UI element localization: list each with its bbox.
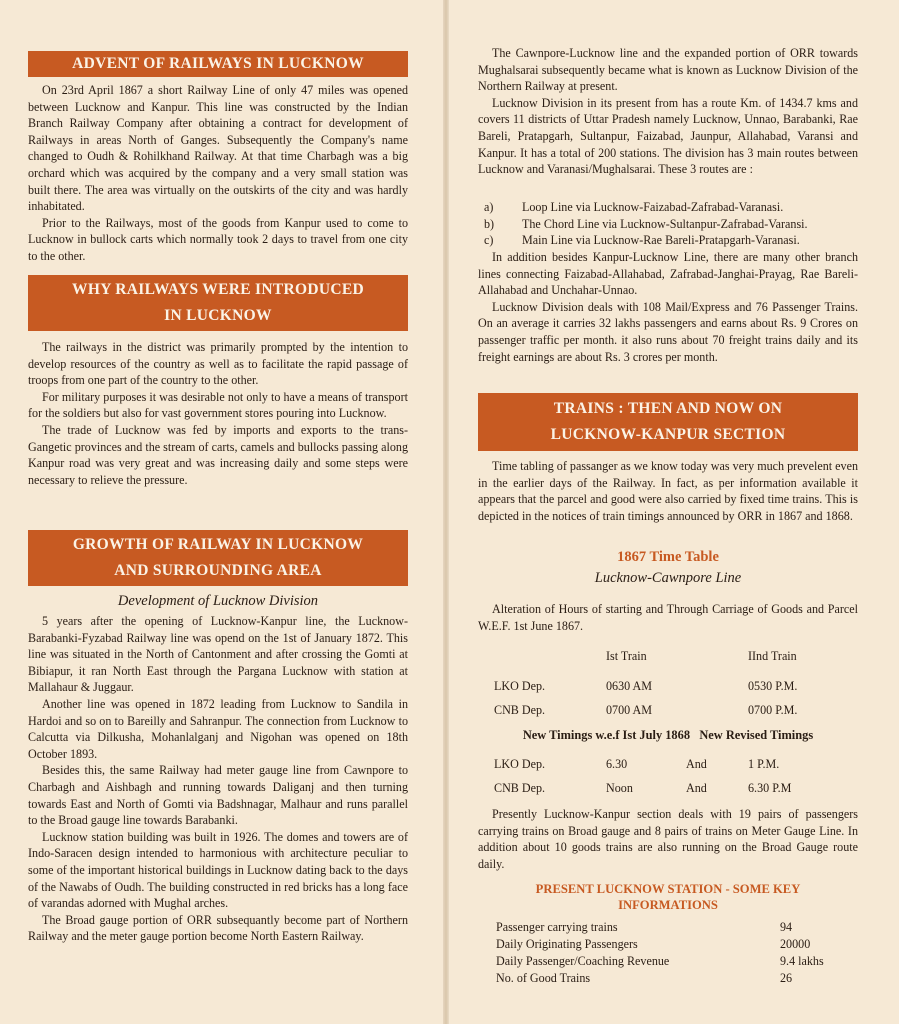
new-timings-row (478, 723, 858, 747)
station-cell: LKO Dep. (494, 679, 546, 693)
timetable-title: 1867 Time Table (617, 549, 719, 565)
timetable-row (478, 753, 858, 777)
info-label: Daily Originating Passengers (496, 937, 638, 951)
station-info-title (478, 881, 858, 913)
route-letter: c) (484, 233, 494, 248)
station-cell: CNB Dep. (494, 703, 546, 717)
info-value: 20000 (780, 937, 811, 951)
trains-heading-line1: TRAINS : THEN AND NOW ON (553, 400, 783, 417)
and-cell: And (686, 781, 707, 795)
why-paragraph: For military purposes it was desirable not only to have a means of transport for the soldiers but also for vast government stores pouring into Lucknow. (28, 389, 408, 421)
station-info-row (478, 971, 858, 988)
trains-heading (478, 393, 858, 451)
station-info-row (478, 954, 858, 971)
page-fold (443, 0, 449, 1024)
growth-heading-line1: GROWTH OF RAILWAY IN LUCKNOW (72, 536, 364, 553)
info-value: 9.4 lakhs (780, 954, 824, 968)
station-info-title-line1: PRESENT LUCKNOW STATION - SOME KEY (535, 882, 801, 896)
new-revised-label: New Revised Timings (699, 728, 814, 742)
station-cell: LKO Dep. (494, 757, 546, 771)
present-body (478, 806, 858, 872)
route-text: Main Line via Lucknow-Rae Bareli-Pratapgarh-Varanasi. (522, 233, 800, 248)
alteration-body (478, 601, 858, 634)
advent-heading-text: ADVENT OF RAILWAYS IN LUCKNOW (72, 55, 364, 72)
route-letter: a) (484, 200, 494, 214)
info-label: Passenger carrying trains (496, 920, 618, 934)
time-cell: 1 P.M. (748, 757, 780, 771)
time-cell: 0530 P.M. (748, 679, 798, 693)
intro-paragraph: The Cawnpore-Lucknow line and the expanded portion of ORR towards Mughalsarai subsequently became what is known as Lucknow Division of the Northern Railway at present. (478, 46, 858, 94)
more-paragraph: In addition besides Kanpur-Lucknow Line, there are many other branch lines connecting Faizabad-Allahabad, Zafrabad-Janghai-Prayag, Rae Bareli-Allahabad and Unchahar-Unnao. (478, 250, 858, 298)
station-info-row (478, 937, 858, 954)
time-cell: 0700 P.M. (748, 703, 798, 717)
growth-heading-line2: AND SURROUNDING AREA (114, 562, 322, 579)
route-letter: b) (484, 216, 495, 231)
trains-heading-line2: LUCKNOW-KANPUR SECTION (550, 426, 786, 443)
growth-paragraph: Lucknow station building was built in 1926. The domes and towers are of Indo-Saracen design intended to harmonious with architecture peculiar to some of the important historical buildings in Lucknow dating back to the days of the Nawabs of Oudh. The building constructed in red bricks has a long face of varandas adorned with Mughal arches. (28, 829, 408, 911)
station-info-table (478, 920, 858, 988)
why-heading-line2: IN LUCKNOW (164, 307, 272, 324)
info-label: Daily Passenger/Coaching Revenue (496, 954, 670, 968)
why-paragraph: The railways in the district was primarily prompted by the intention to develop resources of the country as well as to facilitate the rapid passage of troops from one part of the country to the other. (28, 340, 408, 388)
route-item (478, 216, 858, 233)
trains-paragraph: Time tabling of passanger as we know today was very much prevelent even in the earlier days of the Railway. In fact, as per information available it appears that the parcel and good were also carried by fixed time trains. This is depicted in the notices of train timings announced by ORR in 1867 and 1868. (478, 459, 858, 523)
timetable-row (478, 777, 858, 801)
growth-subheading: Development of Lucknow Division (117, 593, 319, 609)
route-item (478, 232, 858, 249)
time-cell: 0700 AM (606, 703, 653, 717)
growth-paragraph: The Broad gauge portion of ORR subsequantly become part of Northern Railway and the meter gauge portion become North Eastern Railway. (28, 912, 408, 944)
station-info-row (478, 920, 858, 937)
advent-paragraph: On 23rd April 1867 a short Railway Line of only 47 miles was opened between Lucknow and Kanpur. This line was constructed by the Indian Branch Railway Company after obtaining a contract for development of Railways in areas North of Ganges. Subsequently the Company's name changed to Oudh & Rohilkhand Railway. At that time Charbagh was a big orchard which was acquired by the company and a very small station was built there. The area was virtually on the outskirts of the city and was hardly inhabitated. (28, 83, 408, 214)
station-cell: CNB Dep. (494, 781, 546, 795)
why-heading-line1: WHY RAILWAYS WERE INTRODUCED (72, 281, 364, 298)
timetable-row (478, 675, 858, 699)
more-body (478, 249, 858, 365)
timetable-subtitle: Lucknow-Cawnpore Line (594, 570, 742, 586)
col-second-train: IInd Train (748, 649, 797, 663)
why-paragraph: The trade of Lucknow was fed by imports and exports to the trans-Gangetic provinces and the stream of carts, camels and bullocks passing along Kanpur road was very great and was increasing daily and some steps were necessary to relieve the pressure. (28, 422, 408, 487)
info-value: 94 (780, 920, 793, 934)
station-info-title-line2: INFORMATIONS (618, 898, 718, 912)
present-paragraph: Presently Lucknow-Kanpur section deals with 19 pairs of passengers carrying trains on Broad gauge and 8 pairs of trains on Meter Gauge Line. In addition about 10 goods trains are also running on the Broad Gauge route daily. (478, 807, 858, 871)
more-paragraph: Lucknow Division deals with 108 Mail/Express and 76 Passenger Trains. On an average it carries 32 lakhs passengers and earns about Rs. 9 Crores on passenger traffic per month. it also runs about 70 freight trains daily and its freight earnings are about Rs. 3 crores per month. (478, 299, 858, 364)
info-label: No. of Good Trains (496, 971, 591, 985)
route-text: The Chord Line via Lucknow-Sultanpur-Zafrabad-Varansi. (522, 216, 808, 231)
growth-heading (28, 530, 408, 586)
time-cell: Noon (606, 781, 633, 795)
intro-body (478, 45, 858, 178)
alteration-text: Alteration of Hours of starting and Through Carriage of Goods and Parcel W.E.F. 1st June 1867. (478, 602, 858, 633)
route-item (478, 199, 858, 216)
trains-body (478, 458, 858, 524)
timetable-header-row (478, 645, 858, 669)
time-cell: 0630 AM (606, 679, 653, 693)
growth-paragraph: Another line was opened in 1872 leading from Lucknow to Sandila in Hardoi and so on to Bareilly and Sahranpur. The connection from Lucknow to Calcutta via Dilkusha, Mohanlalganj and Nigohan was opened on 18th October 1893. (28, 696, 408, 761)
growth-paragraph: 5 years after the opening of Lucknow-Kanpur line, the Lucknow-Barabanki-Fyzabad Railway line was opend on the 1st of January 1872. This line was situated in the North of Cantonment and after crossing the Gomti at Bibiapur, it ran North East through the Pargana Lucknow with station at Mallahaur & Juggaur. (28, 614, 408, 695)
why-heading (28, 275, 408, 331)
advent-heading (28, 51, 408, 77)
growth-paragraph: Besides this, the same Railway had meter gauge line from Cawnpore to Charbagh and Aishbagh and running towards Daliganj and then turning towards East and North of Gomti via Badshnagar, Malhaur and runs parallel to the Broad gauge line towards Barabanki. (28, 763, 408, 828)
time-cell: 6.30 P.M (748, 781, 792, 795)
growth-body (28, 613, 408, 945)
advent-paragraph: Prior to the Railways, most of the goods from Kanpur used to come to Lucknow in bullock carts which normally took 2 days to travel from one city to the other. (28, 215, 408, 263)
and-cell: And (686, 757, 707, 771)
new-timings-label: New Timings w.e.f Ist July 1868 (522, 728, 691, 742)
info-value: 26 (780, 971, 793, 985)
col-first-train: Ist Train (606, 649, 647, 663)
route-text: Loop Line via Lucknow-Faizabad-Zafrabad-Varanasi. (522, 200, 784, 214)
why-body (28, 339, 408, 488)
timetable-row (478, 699, 858, 723)
time-cell: 6.30 (606, 757, 628, 771)
routes-list (478, 199, 858, 249)
timetable-1867 (478, 645, 858, 801)
advent-body (28, 82, 408, 265)
intro-paragraph: Lucknow Division in its present from has a route Km. of 1434.7 kms and covers 11 districts of Uttar Pradesh namely Lucknow, Unnao, Barabanki, Rae Bareli, Pratapgarh, Sultanpur, Faizabad, Jaunpur, Allahabad, Varansi and Kanpur. It has a total of 200 stations. The division has 3 main routes between Lucknow and Varanasi/Mughalsarai. These 3 routes are : (478, 95, 858, 177)
